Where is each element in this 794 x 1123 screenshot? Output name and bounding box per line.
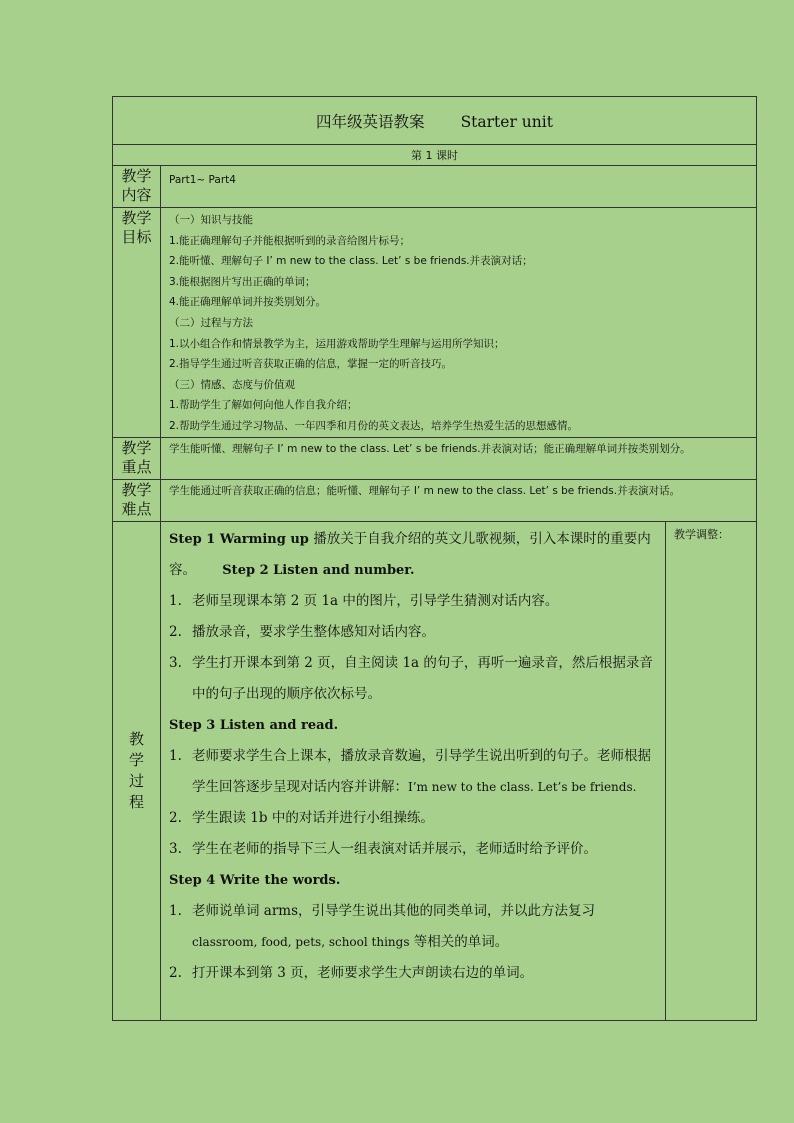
difficulties-label: 教学 难点 bbox=[113, 479, 161, 521]
objectives-list bbox=[161, 208, 757, 438]
objectives-label: 教学 目标 bbox=[113, 208, 161, 438]
lesson-plan-table bbox=[112, 96, 757, 1021]
step2-title: Step 2 Listen and number. bbox=[222, 562, 415, 578]
list-item: 2.能听懂、理解句子 I’ m new to the class. Let’ s be friends.并表演对话； bbox=[169, 255, 533, 268]
list-item: 3. 学生在老师的指导下三人一组表演对话并展示，老师适时给予评价。 bbox=[169, 840, 597, 857]
list-item: 1. 老师要求学生合上课本，播放录音数遍，引导学生说出听到的句子。老师根据学生回答逐步呈现对话内容并讲解：I’m new to the class. Let’s be friends. bbox=[169, 747, 651, 795]
list-item: 2. 打开课本到第 3 页，老师要求学生大声朗读右边的单词。 bbox=[169, 964, 534, 981]
difficulties-text: 学生能通过听音获取正确的信息；能听懂、理解句子 I’ m new to the class. Let’ s be friends.并表演对话。 bbox=[161, 479, 757, 521]
step1-block bbox=[169, 524, 659, 586]
step3-title: Step 3 Listen and read. bbox=[169, 717, 339, 733]
list-item: 2. 学生跟读 1b 中的对话并进行小组操练。 bbox=[169, 809, 434, 826]
list-item: （三）情感、态度与价值观 bbox=[169, 378, 295, 391]
adjustment-cell bbox=[666, 521, 757, 1020]
difficulties-row bbox=[113, 479, 757, 521]
lesson-row bbox=[113, 145, 757, 166]
adjustment-label: 教学调整： bbox=[674, 527, 729, 541]
list-item: 1.帮助学生了解如何向他人作自我介绍； bbox=[169, 399, 358, 412]
page-title bbox=[113, 97, 757, 145]
keypoints-row bbox=[113, 437, 757, 479]
list-item: 2.指导学生通过听音获取正确的信息，掌握一定的听音技巧。 bbox=[169, 358, 453, 371]
process-label: 教 学 过 程 bbox=[113, 521, 161, 1020]
process-content bbox=[161, 521, 666, 1020]
step1-title: Step 1 Warming up bbox=[169, 531, 309, 547]
list-item: 3. 学生打开课本到第 2 页，自主阅读 1a 的句子，再听一遍录音，然后根据录音中的句子出现的顺序依次标号。 bbox=[169, 654, 653, 702]
content-text: Part1~ Part4 bbox=[161, 166, 757, 208]
list-item: （二）过程与方法 bbox=[169, 316, 253, 329]
title-en: Starter unit bbox=[460, 112, 553, 131]
list-item: 2. 播放录音，要求学生整体感知对话内容。 bbox=[169, 623, 435, 640]
list-item: 1. 老师呈现课本第 2 页 1a 中的图片，引导学生猜测对话内容。 bbox=[169, 592, 559, 609]
step1-text: 播放关于自我介绍的英文儿歌视频，引入本课时的重要内容。 bbox=[169, 530, 651, 578]
title-cn: 四年级英语教案 bbox=[316, 112, 425, 131]
list-item: 3.能根据图片写出正确的单词； bbox=[169, 275, 316, 288]
objectives-row bbox=[113, 208, 757, 438]
title-row bbox=[113, 97, 757, 145]
content-row bbox=[113, 166, 757, 208]
content-label: 教学 内容 bbox=[113, 166, 161, 208]
list-item: 1.能正确理解句子并能根据听到的录音给图片标号； bbox=[169, 234, 411, 247]
process-row bbox=[113, 521, 757, 1020]
keypoints-text: 学生能听懂、理解句子 I’ m new to the class. Let’ s be friends.并表演对话；能正确理解单词并按类别划分。 bbox=[161, 437, 757, 479]
list-item: 4.能正确理解单词并按类别划分。 bbox=[169, 296, 327, 309]
step4-title: Step 4 Write the words. bbox=[169, 872, 341, 888]
list-item: 1. 老师说单词 arms，引导学生说出其他的同类单词，并以此方法复习classroom, food, pets, school things 等相关的单词。 bbox=[169, 902, 596, 950]
lesson-number: 第 1 课时 bbox=[113, 145, 757, 166]
list-item: 2.帮助学生通过学习物品、一年四季和月份的英文表达，培养学生热爱生活的思想感情。 bbox=[169, 419, 579, 432]
keypoints-label: 教学 重点 bbox=[113, 437, 161, 479]
list-item: （一）知识与技能 bbox=[169, 214, 253, 226]
list-item: 1.以小组合作和情景教学为主，运用游戏帮助学生理解与运用所学知识； bbox=[169, 337, 505, 350]
